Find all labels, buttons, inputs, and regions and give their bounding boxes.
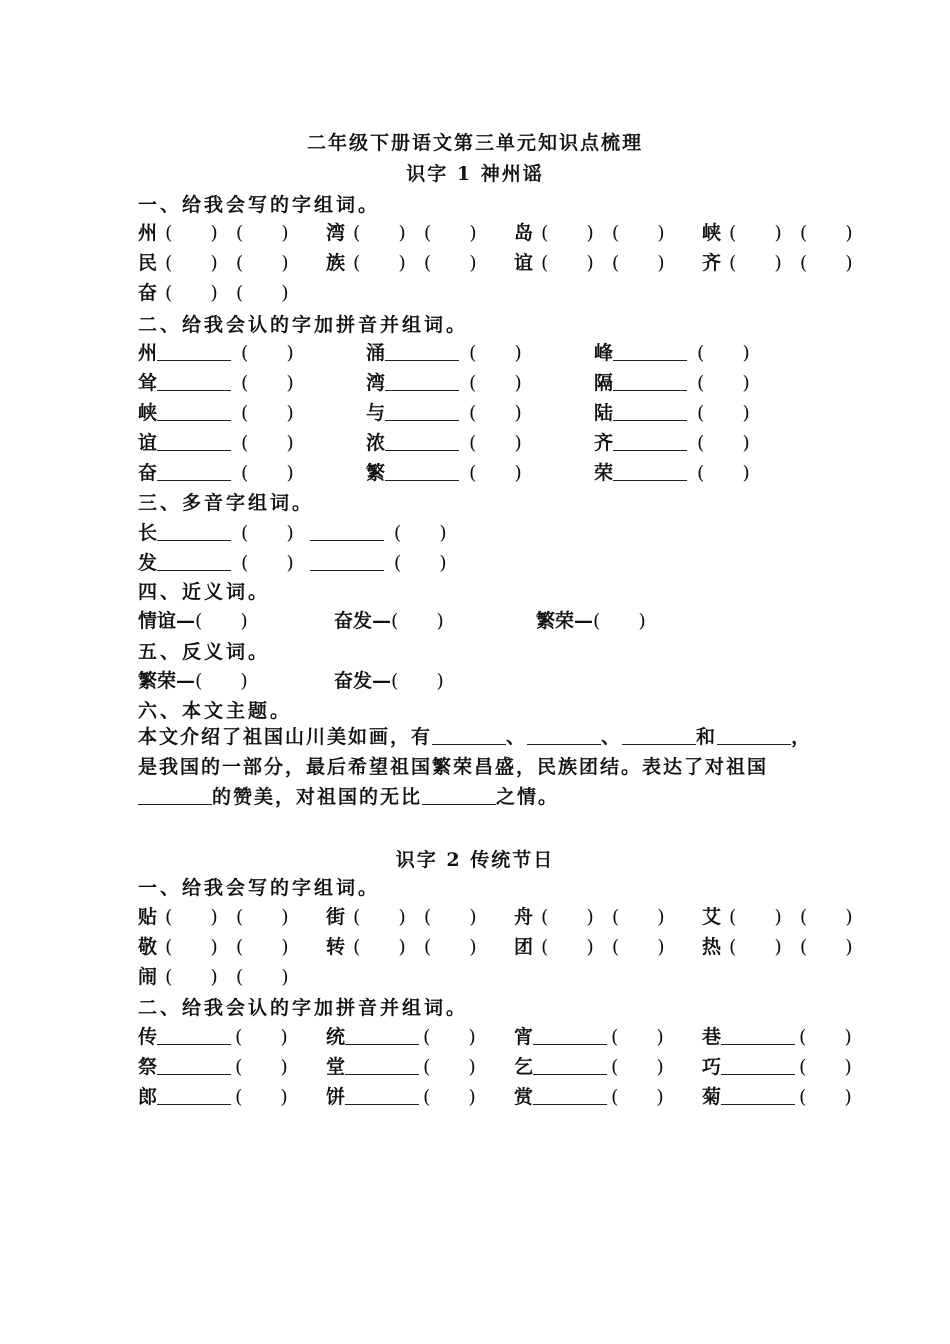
target-character: 湾 xyxy=(326,222,346,244)
word-blank[interactable]: ( ) xyxy=(469,342,522,364)
word-blank[interactable]: ( ) xyxy=(423,222,477,244)
target-character: 舟 xyxy=(514,906,534,928)
read-cell xyxy=(514,1082,664,1109)
read-cell xyxy=(366,338,522,365)
write-row xyxy=(138,278,898,306)
target-character: 齐 xyxy=(702,252,722,274)
target-character: 齐 xyxy=(594,432,614,454)
word-blank[interactable]: ( ) xyxy=(423,936,477,958)
write-row xyxy=(138,218,898,246)
pinyin-blank[interactable] xyxy=(157,340,231,361)
theme-text-b: 的赞美，对祖国的无比 xyxy=(212,786,423,808)
pinyin-blank[interactable] xyxy=(345,1024,419,1045)
word-blank[interactable]: ( ) xyxy=(799,1056,852,1078)
given-word: 情谊— xyxy=(138,610,196,632)
target-character: 发 xyxy=(138,552,158,574)
target-character: 民 xyxy=(138,252,158,274)
word-blank[interactable]: ( ) xyxy=(165,252,218,274)
word-blank[interactable]: ( ) xyxy=(423,906,477,928)
target-character: 与 xyxy=(366,402,386,424)
word-blank[interactable]: ( ) xyxy=(799,222,853,244)
target-character: 州 xyxy=(138,342,158,364)
read-cell xyxy=(326,1052,476,1079)
read-cell xyxy=(514,1052,664,1079)
word-blank[interactable]: ( ) xyxy=(235,936,289,958)
target-character: 敬 xyxy=(138,936,158,958)
word-blank[interactable]: ( ) xyxy=(469,462,522,484)
target-character: 湾 xyxy=(366,372,386,394)
target-character: 峰 xyxy=(594,342,614,364)
answer-blank[interactable] xyxy=(138,784,212,805)
word-pair-cell xyxy=(536,606,646,633)
word-blank[interactable]: ( ) xyxy=(241,432,294,454)
pinyin-blank[interactable] xyxy=(533,1024,607,1045)
pinyin-blank[interactable] xyxy=(721,1084,795,1105)
word-blank[interactable]: ( ) xyxy=(235,222,289,244)
word-blank[interactable]: ( ) xyxy=(393,522,447,544)
read-cell xyxy=(138,1052,288,1079)
word-blank[interactable]: ( ) xyxy=(611,252,665,274)
answer-blank[interactable] xyxy=(432,724,506,745)
target-character: 菊 xyxy=(702,1086,722,1108)
target-character: 祭 xyxy=(138,1056,158,1078)
target-character: 岛 xyxy=(514,222,534,244)
word-blank[interactable]: ( ) xyxy=(541,222,594,244)
read-cell xyxy=(138,1082,288,1109)
write-row xyxy=(138,902,898,930)
read-cell xyxy=(366,368,522,395)
word-blank[interactable]: ( ) xyxy=(165,936,218,958)
target-character: 谊 xyxy=(514,252,534,274)
pinyin-blank[interactable] xyxy=(157,550,231,571)
write-cell xyxy=(138,902,289,929)
word-blank[interactable]: ( ) xyxy=(195,670,248,692)
pinyin-blank[interactable] xyxy=(613,400,687,421)
write-cell xyxy=(702,902,853,929)
given-word: 繁荣— xyxy=(138,670,196,692)
pinyin-blank[interactable] xyxy=(157,520,231,541)
word-blank[interactable]: ( ) xyxy=(729,906,782,928)
pinyin-blank[interactable] xyxy=(533,1054,607,1075)
word-blank[interactable]: ( ) xyxy=(235,252,289,274)
word-blank[interactable]: ( ) xyxy=(235,1026,288,1048)
read-cell xyxy=(594,368,750,395)
write-cell xyxy=(702,248,853,275)
pinyin-blank[interactable] xyxy=(385,430,459,451)
read-row xyxy=(138,368,898,396)
target-character: 隔 xyxy=(594,372,614,394)
answer-blank[interactable] xyxy=(622,724,696,745)
word-blank[interactable]: ( ) xyxy=(729,936,782,958)
pinyin-blank[interactable] xyxy=(345,1084,419,1105)
word-blank[interactable]: ( ) xyxy=(165,282,218,304)
word-blank[interactable]: ( ) xyxy=(611,222,665,244)
word-blank[interactable]: ( ) xyxy=(235,1086,288,1108)
read-cell xyxy=(138,338,294,365)
theme-line-3 xyxy=(138,782,878,812)
word-blank[interactable]: ( ) xyxy=(241,462,294,484)
l1-s4-heading: 四、近义词。 xyxy=(138,581,271,603)
word-blank[interactable]: ( ) xyxy=(541,936,594,958)
word-blank[interactable]: ( ) xyxy=(799,1086,852,1108)
read-cell xyxy=(138,398,294,425)
read-row xyxy=(138,428,898,456)
pinyin-blank[interactable] xyxy=(613,370,687,391)
word-blank[interactable]: ( ) xyxy=(165,906,218,928)
word-blank[interactable]: ( ) xyxy=(469,372,522,394)
target-character: 巷 xyxy=(702,1026,722,1048)
theme-text-c: 之情。 xyxy=(496,786,560,808)
polyphone-row xyxy=(138,518,898,546)
pinyin-blank[interactable] xyxy=(385,340,459,361)
target-character: 繁 xyxy=(366,462,386,484)
word-blank[interactable]: ( ) xyxy=(799,936,853,958)
write-cell xyxy=(514,248,665,275)
separator: ， xyxy=(791,726,813,748)
separator: 、 xyxy=(506,726,528,748)
write-cell xyxy=(514,218,665,245)
target-character: 饼 xyxy=(326,1086,346,1108)
target-character: 转 xyxy=(326,936,346,958)
pinyin-blank[interactable] xyxy=(721,1054,795,1075)
word-blank[interactable]: ( ) xyxy=(729,252,782,274)
antonym-row xyxy=(138,666,898,694)
polyphone-cell xyxy=(138,518,447,545)
word-blank[interactable]: ( ) xyxy=(353,252,406,274)
write-cell xyxy=(326,932,477,959)
target-character: 浓 xyxy=(366,432,386,454)
synonym-row xyxy=(138,606,898,634)
word-blank[interactable]: ( ) xyxy=(729,222,782,244)
word-blank[interactable]: ( ) xyxy=(241,552,294,574)
read-row xyxy=(138,338,898,366)
write-cell xyxy=(702,932,853,959)
document-title: 二年级下册语文第三单元知识点梳理 xyxy=(306,132,643,154)
word-pair-cell xyxy=(334,606,444,633)
target-character: 族 xyxy=(326,252,346,274)
pinyin-blank[interactable] xyxy=(533,1084,607,1105)
read-cell xyxy=(594,338,750,365)
target-character: 闹 xyxy=(138,966,158,988)
read-cell xyxy=(138,1022,288,1049)
pinyin-blank[interactable] xyxy=(385,460,459,481)
read-row xyxy=(138,458,898,486)
write-cell xyxy=(138,218,289,245)
target-character: 巧 xyxy=(702,1056,722,1078)
target-character: 长 xyxy=(138,522,158,544)
pinyin-blank[interactable] xyxy=(385,400,459,421)
target-character: 耸 xyxy=(138,372,158,394)
read-cell xyxy=(594,458,750,485)
word-pair-cell xyxy=(334,666,444,693)
target-character: 陆 xyxy=(594,402,614,424)
word-blank[interactable]: ( ) xyxy=(611,1026,664,1048)
l1-s5-heading: 五、反义词。 xyxy=(138,641,271,663)
given-word: 繁荣— xyxy=(536,610,594,632)
word-blank[interactable]: ( ) xyxy=(799,252,853,274)
target-character: 郎 xyxy=(138,1086,158,1108)
given-word: 奋发— xyxy=(334,610,392,632)
word-blank[interactable]: ( ) xyxy=(235,966,289,988)
word-blank[interactable]: ( ) xyxy=(393,552,447,574)
read-row xyxy=(138,1052,898,1080)
word-blank[interactable]: ( ) xyxy=(165,222,218,244)
write-cell xyxy=(138,278,289,305)
answer-blank[interactable] xyxy=(527,724,601,745)
pinyin-blank[interactable] xyxy=(157,370,231,391)
read-cell xyxy=(514,1022,664,1049)
word-blank[interactable]: ( ) xyxy=(423,1026,476,1048)
read-cell xyxy=(594,428,750,455)
word-blank[interactable]: ( ) xyxy=(195,610,248,632)
lesson2-title: 识字 2 传统节日 xyxy=(395,849,555,871)
word-blank[interactable]: ( ) xyxy=(241,402,294,424)
write-row xyxy=(138,248,898,276)
word-blank[interactable]: ( ) xyxy=(541,252,594,274)
word-blank[interactable]: ( ) xyxy=(423,252,477,274)
read-cell xyxy=(366,428,522,455)
word-blank[interactable]: ( ) xyxy=(611,1056,664,1078)
separator: 、 xyxy=(601,726,623,748)
pinyin-blank[interactable] xyxy=(613,430,687,451)
word-blank[interactable]: ( ) xyxy=(353,906,406,928)
target-character: 团 xyxy=(514,936,534,958)
read-cell xyxy=(594,398,750,425)
word-blank[interactable]: ( ) xyxy=(799,1026,852,1048)
target-character: 峡 xyxy=(138,402,158,424)
l1-s6-paragraph xyxy=(138,722,878,812)
target-character: 乞 xyxy=(514,1056,534,1078)
read-row xyxy=(138,398,898,426)
lesson1-title: 识字 1 神州谣 xyxy=(406,163,544,185)
write-cell xyxy=(514,932,665,959)
write-cell xyxy=(138,962,289,989)
pinyin-blank[interactable] xyxy=(385,370,459,391)
read-cell xyxy=(702,1022,852,1049)
read-row xyxy=(138,1022,898,1050)
target-character: 谊 xyxy=(138,432,158,454)
target-character: 贴 xyxy=(138,906,158,928)
polyphone-row xyxy=(138,548,898,576)
write-cell xyxy=(514,902,665,929)
target-character: 赏 xyxy=(514,1086,534,1108)
word-blank[interactable]: ( ) xyxy=(235,1056,288,1078)
read-cell xyxy=(138,368,294,395)
pinyin-blank[interactable] xyxy=(157,430,231,451)
l1-s3-heading: 三、多音字组词。 xyxy=(138,492,315,514)
target-character: 州 xyxy=(138,222,158,244)
pinyin-blank[interactable] xyxy=(310,550,384,571)
theme-text-a: 本文介绍了祖国山川美如画，有 xyxy=(138,726,433,748)
read-row xyxy=(138,1082,898,1110)
l2-s2-heading: 二、给我会认的字加拼音并组词。 xyxy=(138,997,469,1019)
answer-blank[interactable] xyxy=(422,784,496,805)
word-blank[interactable]: ( ) xyxy=(611,906,665,928)
write-cell xyxy=(702,218,853,245)
read-cell xyxy=(702,1052,852,1079)
target-character: 奋 xyxy=(138,282,158,304)
word-blank[interactable]: ( ) xyxy=(697,372,750,394)
target-character: 艾 xyxy=(702,906,722,928)
read-cell xyxy=(326,1022,476,1049)
l2-s1-heading: 一、给我会写的字组词。 xyxy=(138,877,381,899)
read-cell xyxy=(702,1082,852,1109)
word-blank[interactable]: ( ) xyxy=(469,402,522,424)
write-cell xyxy=(326,902,477,929)
target-character: 热 xyxy=(702,936,722,958)
word-blank[interactable]: ( ) xyxy=(423,1056,476,1078)
given-word: 奋发— xyxy=(334,670,392,692)
target-character: 涌 xyxy=(366,342,386,364)
word-blank[interactable]: ( ) xyxy=(241,342,294,364)
word-blank[interactable]: ( ) xyxy=(353,222,406,244)
pinyin-blank[interactable] xyxy=(157,460,231,481)
pinyin-blank[interactable] xyxy=(157,1024,231,1045)
target-character: 堂 xyxy=(326,1056,346,1078)
word-blank[interactable]: ( ) xyxy=(423,1086,476,1108)
polyphone-cell xyxy=(138,548,447,575)
pinyin-blank[interactable] xyxy=(157,400,231,421)
word-blank[interactable]: ( ) xyxy=(235,282,289,304)
word-blank[interactable]: ( ) xyxy=(241,372,294,394)
write-row xyxy=(138,962,898,990)
l1-s1-heading: 一、给我会写的字组词。 xyxy=(138,194,381,216)
target-character: 统 xyxy=(326,1026,346,1048)
read-cell xyxy=(138,458,294,485)
word-blank[interactable]: ( ) xyxy=(611,1086,664,1108)
word-blank[interactable]: ( ) xyxy=(611,936,665,958)
theme-line-1 xyxy=(138,722,878,752)
word-blank[interactable]: ( ) xyxy=(391,670,444,692)
answer-blank[interactable] xyxy=(717,724,791,745)
word-blank[interactable]: ( ) xyxy=(697,462,750,484)
write-cell xyxy=(326,218,477,245)
word-pair-cell xyxy=(138,606,248,633)
theme-line-2: 是我国的一部分，最后希望祖国繁荣昌盛，民族团结。表达了对祖国 xyxy=(138,756,769,778)
pinyin-blank[interactable] xyxy=(721,1024,795,1045)
word-blank[interactable]: ( ) xyxy=(697,402,750,424)
pinyin-blank[interactable] xyxy=(613,460,687,481)
separator: 和 xyxy=(696,726,718,748)
target-character: 奋 xyxy=(138,462,158,484)
read-cell xyxy=(366,398,522,425)
pinyin-blank[interactable] xyxy=(310,520,384,541)
word-blank[interactable]: ( ) xyxy=(353,936,406,958)
word-blank[interactable]: ( ) xyxy=(697,342,750,364)
target-character: 荣 xyxy=(594,462,614,484)
write-row xyxy=(138,932,898,960)
word-blank[interactable]: ( ) xyxy=(391,610,444,632)
l1-s2-heading: 二、给我会认的字加拼音并组词。 xyxy=(138,314,469,336)
word-blank[interactable]: ( ) xyxy=(697,432,750,454)
l1-s6-heading: 六、本文主题。 xyxy=(138,700,293,722)
target-character: 峡 xyxy=(702,222,722,244)
write-cell xyxy=(138,248,289,275)
pinyin-blank[interactable] xyxy=(157,1084,231,1105)
word-blank[interactable]: ( ) xyxy=(799,906,853,928)
word-blank[interactable]: ( ) xyxy=(241,522,294,544)
word-blank[interactable]: ( ) xyxy=(593,610,646,632)
word-blank[interactable]: ( ) xyxy=(235,906,289,928)
target-character: 宵 xyxy=(514,1026,534,1048)
read-cell xyxy=(366,458,522,485)
write-cell xyxy=(138,932,289,959)
word-blank[interactable]: ( ) xyxy=(541,906,594,928)
write-cell xyxy=(326,248,477,275)
word-pair-cell xyxy=(138,666,248,693)
pinyin-blank[interactable] xyxy=(157,1054,231,1075)
pinyin-blank[interactable] xyxy=(613,340,687,361)
word-blank[interactable]: ( ) xyxy=(165,966,218,988)
read-cell xyxy=(138,428,294,455)
target-character: 传 xyxy=(138,1026,158,1048)
read-cell xyxy=(326,1082,476,1109)
word-blank[interactable]: ( ) xyxy=(469,432,522,454)
target-character: 街 xyxy=(326,906,346,928)
pinyin-blank[interactable] xyxy=(345,1054,419,1075)
